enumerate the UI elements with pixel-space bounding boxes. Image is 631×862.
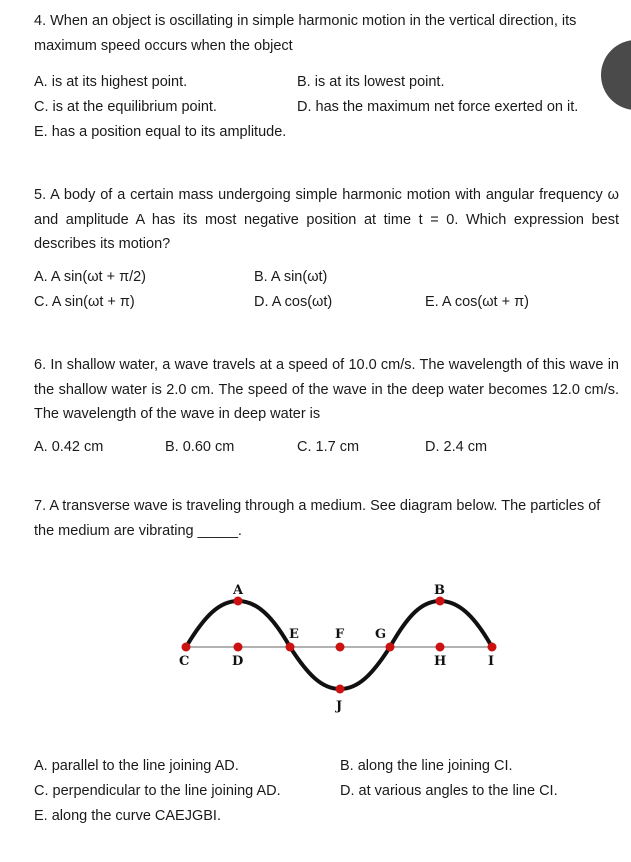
q4-option-e[interactable]: E. has a position equal to its amplitude. [34, 124, 287, 140]
point-e [286, 643, 295, 652]
q7-option-d[interactable]: D. at various angles to the line CI. [340, 783, 558, 799]
q4-stem-line2: maximum speed occurs when the object [34, 38, 293, 54]
label-f: F [335, 627, 345, 642]
q7-option-a[interactable]: A. parallel to the line joining AD. [34, 758, 239, 774]
page-edge-tab [601, 40, 631, 110]
q5-stem: 5. A body of a certain mass undergoing simple harmonic motion with angular frequency ω and amplitude A has its most negative position at time t = 0. Which expression best describes its motion? [34, 187, 619, 252]
q5-option-c[interactable]: C. A sin(ωt + π) [34, 294, 135, 310]
label-c: C [179, 654, 190, 669]
label-d: D [232, 654, 244, 669]
q6-option-b[interactable]: B. 0.60 cm [165, 439, 235, 455]
q4-option-c[interactable]: C. is at the equilibrium point. [34, 99, 217, 115]
point-f [336, 643, 345, 652]
point-i [488, 643, 497, 652]
label-h: H [434, 654, 447, 669]
label-j: J [336, 699, 343, 714]
label-b: B [434, 583, 445, 598]
q4-option-b[interactable]: B. is at its lowest point. [297, 74, 445, 90]
q4-stem-line1: 4. When an object is oscillating in simple harmonic motion in the vertical direction, its [34, 13, 577, 29]
q6-option-a[interactable]: A. 0.42 cm [34, 439, 104, 455]
label-a: A [233, 583, 244, 598]
q4-option-d[interactable]: D. has the maximum net force exerted on it. [297, 99, 579, 115]
q7-option-c[interactable]: C. perpendicular to the line joining AD. [34, 783, 281, 799]
q5-option-b[interactable]: B. A sin(ωt) [254, 269, 328, 285]
q7-stem-line2: the medium are vibrating _____. [34, 523, 242, 539]
q7-option-b[interactable]: B. along the line joining CI. [340, 758, 513, 774]
q6-option-d[interactable]: D. 2.4 cm [425, 439, 488, 455]
q4-option-a[interactable]: A. is at its highest point. [34, 74, 188, 90]
point-h [436, 643, 445, 652]
label-g: G [375, 627, 387, 642]
q6-option-c[interactable]: C. 1.7 cm [297, 439, 360, 455]
q7-option-e[interactable]: E. along the curve CAEJGBI. [34, 808, 221, 824]
point-g [386, 643, 395, 652]
label-i: I [488, 654, 495, 669]
point-c [182, 643, 191, 652]
point-j [336, 685, 345, 694]
q5-option-a[interactable]: A. A sin(ωt + π/2) [34, 269, 146, 285]
q7-stem-line1: 7. A transverse wave is traveling through a medium. See diagram below. The particles of [34, 498, 601, 514]
label-e: E [289, 627, 299, 642]
q5-option-d[interactable]: D. A cos(ωt) [254, 294, 333, 310]
point-d [234, 643, 243, 652]
q6-stem: 6. In shallow water, a wave travels at a speed of 10.0 cm/s. The wavelength of this wave in the shallow water is 2.0 cm. The speed of the wave in the deep water becomes 12.0 cm/s. The wavelength of the wave in deep water is [34, 357, 619, 422]
transverse-wave-diagram [0, 570, 631, 720]
q5-option-e[interactable]: E. A cos(ωt + π) [425, 294, 529, 310]
